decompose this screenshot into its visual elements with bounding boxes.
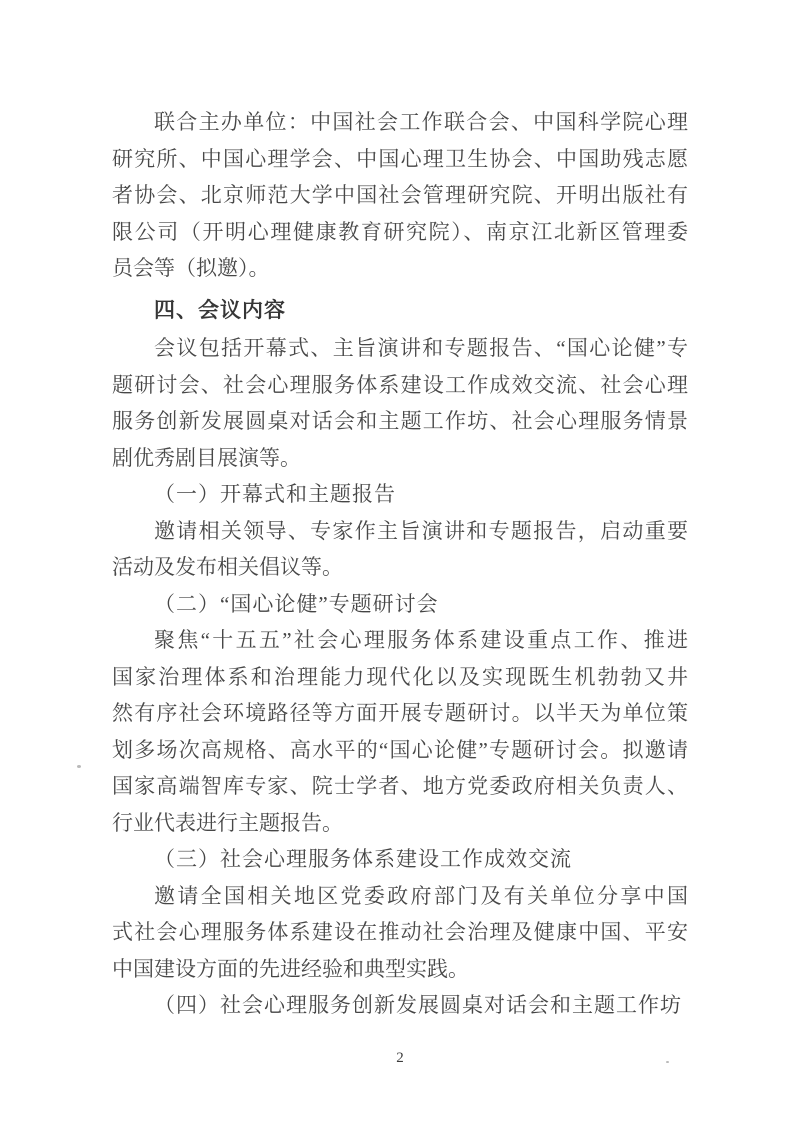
paragraph-opening-line: 邀请相关领导、专家作主旨演讲和专题报告，启动重要 <box>154 518 688 543</box>
paragraph-overview-line: 服务创新发展圆桌对话会和主题工作坊、社会心理服务情景 <box>112 409 688 433</box>
paragraph-cohosts-line: 员会等（拟邀）。 <box>112 256 270 280</box>
section-heading-4: 四、会议内容 <box>154 298 286 322</box>
paragraph-exchange-line: 中国建设方面的先进经验和典型实践。 <box>112 956 469 981</box>
page-number: 2 <box>396 1050 404 1066</box>
scan-artifact-speck <box>666 1061 669 1063</box>
paragraph-overview-line: 题研讨会、社会心理服务体系建设工作成效交流、社会心理 <box>112 372 688 397</box>
scan-artifact-speck <box>77 765 81 768</box>
subsection-heading-3: （三）社会心理服务体系建设工作成效交流 <box>154 847 572 871</box>
paragraph-cohosts-line: 者协会、北京师范大学中国社会管理研究院、开明出版社有 <box>112 183 688 207</box>
paragraph-cohosts-line: 限公司（开明心理健康教育研究院）、南京江北新区管理委 <box>112 219 688 244</box>
paragraph-seminar-line: 聚焦“十五五”社会心理服务体系建设重点工作、推进 <box>154 628 688 652</box>
paragraph-exchange-line: 邀请全国相关地区党委政府部门及有关单位分享中国 <box>154 883 688 908</box>
paragraph-seminar-line: 行业代表进行主题报告。 <box>112 810 343 835</box>
paragraph-seminar-line: 划多场次高规格、高水平的“国心论健”专题研讨会。拟邀请 <box>112 737 688 762</box>
subsection-heading-2: （二）“国心论健”专题研讨会 <box>154 591 439 616</box>
paragraph-opening-line: 活动及发布相关倡议等。 <box>112 555 343 579</box>
paragraph-seminar-line: 国家治理体系和治理能力现代化以及实现既生机勃勃又井 <box>112 664 688 689</box>
paragraph-exchange-line: 式社会心理服务体系建设在推动社会治理及健康中国、平安 <box>112 920 688 944</box>
paragraph-cohosts-line: 联合主办单位：中国社会工作联合会、中国科学院心理 <box>154 110 688 134</box>
paragraph-overview-line: 剧优秀剧目展演等。 <box>112 445 301 470</box>
paragraph-cohosts-line: 研究所、中国心理学会、中国心理卫生协会、中国助残志愿 <box>112 146 688 171</box>
paragraph-overview-line: 会议包括开幕式、主旨演讲和专题报告、“国心论健”专 <box>154 336 688 360</box>
paragraph-seminar-line: 国家高端智库专家、院士学者、地方党委政府相关负责人、 <box>112 774 688 798</box>
subsection-heading-4: （四）社会心理服务创新发展圆桌对话会和主题工作坊 <box>154 993 682 1017</box>
document-body <box>112 104 688 1024</box>
subsection-heading-1: （一）开幕式和主题报告 <box>154 482 396 506</box>
paragraph-seminar-line: 然有序社会环境路径等方面开展专题研讨。以半天为单位策 <box>112 701 688 725</box>
